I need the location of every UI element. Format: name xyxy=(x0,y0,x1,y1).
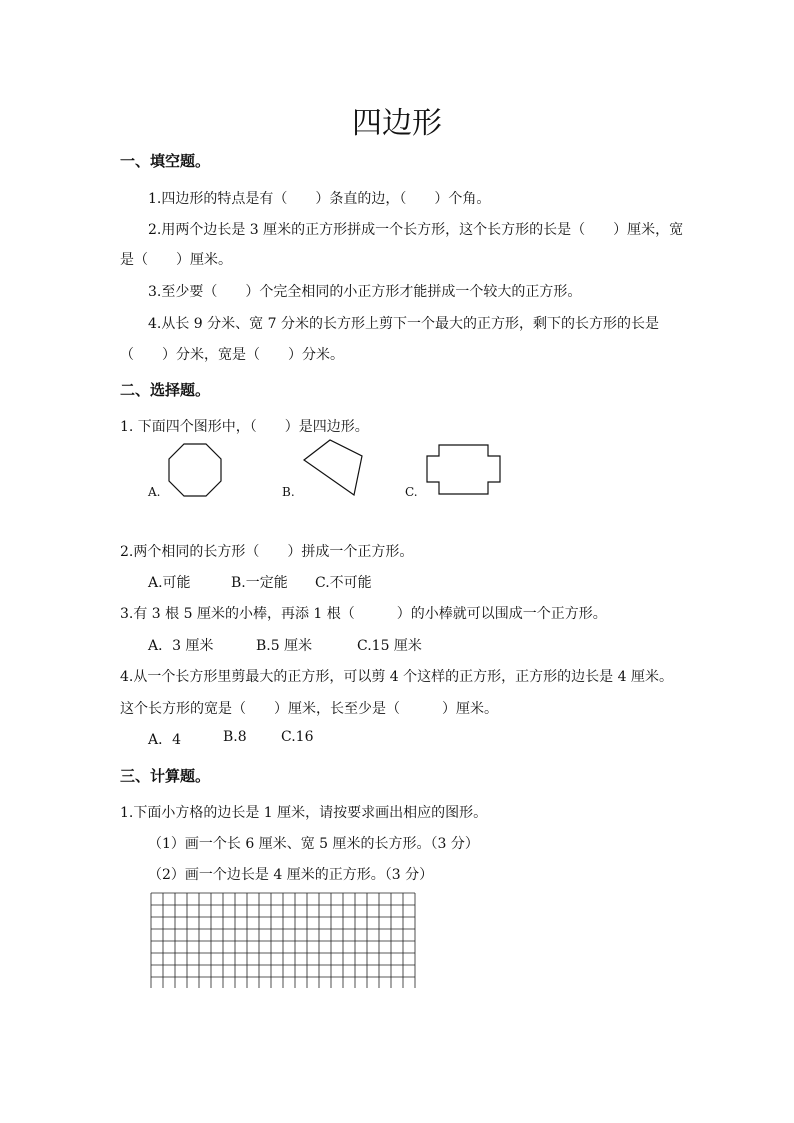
option-b: B.一定能 xyxy=(231,575,288,591)
page-title: 四边形 xyxy=(352,106,442,141)
question-text: 3.有 3 根 5 厘米的小棒，再添 1 根（ ）的小棒就可以围成一个正方形。 xyxy=(120,606,607,622)
question-text: 是（ ）厘米。 xyxy=(120,252,232,268)
question-text: 3.至少要（ ）个完全相同的小正方形才能拼成一个较大的正方形。 xyxy=(148,284,582,300)
option-c: C.16 xyxy=(281,729,314,745)
option-label-c: C. xyxy=(405,485,418,499)
question-text: 这个长方形的宽是（ ）厘米，长至少是（ ）厘米。 xyxy=(120,701,498,717)
option-label-a: A. xyxy=(148,485,161,499)
option-a: A．3 厘米 xyxy=(148,638,214,654)
question-text: 1. 下面四个图形中，（ ）是四边形。 xyxy=(120,419,369,435)
option-b: B.8 xyxy=(223,729,247,745)
option-b: B.5 厘米 xyxy=(256,638,313,654)
square-grid[interactable] xyxy=(150,892,416,988)
question-text: 2.用两个边长是 3 厘米的正方形拼成一个长方形，这个长方形的长是（ ）厘米，宽 xyxy=(148,222,684,238)
question-text: 1.下面小方格的边长是 1 厘米，请按要求画出相应的图形。 xyxy=(120,805,488,821)
question-text: （ ）分米，宽是（ ）分米。 xyxy=(120,347,344,363)
octagon-figure xyxy=(168,443,222,497)
cross-shape-figure xyxy=(425,443,503,497)
question-text: 1.四边形的特点是有（ ）条直的边，（ ）个角。 xyxy=(148,191,491,207)
option-c: C.不可能 xyxy=(315,575,372,591)
quadrilateral-figure xyxy=(300,438,364,498)
question-text: 4.从一个长方形里剪最大的正方形，可以剪 4 个这样的正方形，正方形的边长是 4 厘米。 xyxy=(120,669,673,685)
option-label-b: B. xyxy=(282,485,295,499)
section-heading-calculation: 三、计算题。 xyxy=(120,767,211,785)
option-a: A.可能 xyxy=(148,575,191,591)
section-heading-multiple-choice: 二、选择题。 xyxy=(120,381,211,399)
question-text: 4.从长 9 分米、宽 7 分米的长方形上剪下一个最大的正方形，剩下的长方形的长是 xyxy=(148,316,659,332)
section-heading-fill-blank: 一、填空题。 xyxy=(120,152,211,170)
question-part: （1）画一个长 6 厘米、宽 5 厘米的长方形。（3 分） xyxy=(148,836,479,852)
option-a: A．4 xyxy=(148,732,182,748)
question-text: 2.两个相同的长方形（ ）拼成一个正方形。 xyxy=(120,544,414,560)
option-c: C.15 厘米 xyxy=(357,638,422,654)
question-part: （2）画一个边长是 4 厘米的正方形。（3 分） xyxy=(148,867,434,883)
